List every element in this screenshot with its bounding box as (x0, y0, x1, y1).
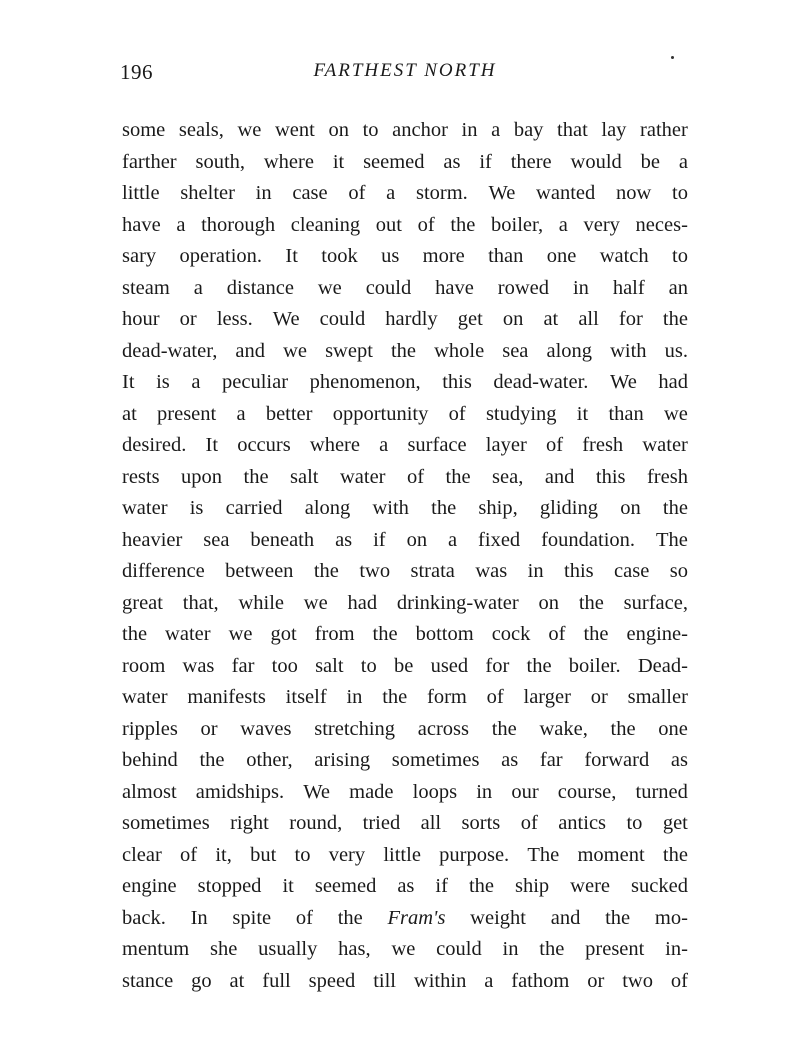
text-line: engine stopped it seemed as if the ship were sucked (122, 875, 688, 897)
text-line: sary operation. It took us more than one watch to (122, 245, 688, 267)
text-line: at present a better opportunity of studying it than we (122, 402, 688, 425)
print-speck (671, 56, 674, 59)
text-line: stance go at full speed till within a fathom or two of (122, 969, 688, 992)
text-line: dead-water, and we swept the whole sea along with us. (122, 339, 688, 362)
text-line: difference between the two strata was in this case so (122, 560, 688, 582)
text-line: heavier sea beneath as if on a fixed foundation. The (122, 528, 688, 551)
text-line: farther south, where it seemed as if there would be a (122, 150, 688, 173)
text-line: clear of it, but to very little purpose. The moment the (122, 843, 688, 866)
text-line: have a thorough cleaning out of the boiler, a very neces- (122, 213, 688, 236)
body-text (122, 115, 688, 997)
text-line: desired. It occurs where a surface layer of fresh water (122, 434, 688, 456)
text-line: rests upon the salt water of the sea, and this fresh (122, 465, 688, 488)
text-line: great that, while we had drinking-water on the surface, (122, 591, 688, 614)
text-line: ripples or waves stretching across the wake, the one (122, 717, 688, 740)
text-line: hour or less. We could hardly get on at all for the (122, 308, 688, 330)
text-line: some seals, we went on to anchor in a bay that lay rather (122, 119, 688, 141)
text-line: water is carried along with the ship, gliding on the (122, 497, 688, 519)
text-line: the water we got from the bottom cock of the engine- (122, 623, 688, 645)
text-line: mentum she usually has, we could in the present in- (122, 938, 688, 960)
text-line: room was far too salt to be used for the boiler. Dead- (122, 654, 688, 677)
text-line: water manifests itself in the form of larger or smaller (122, 686, 688, 708)
text-line: little shelter in case of a storm. We wanted now to (122, 182, 688, 204)
running-title: FARTHEST NORTH (313, 60, 497, 81)
text-line: back. In spite of the Fram's weight and the mo- (122, 906, 688, 929)
text-line: almost amidships. We made loops in our course, turned (122, 780, 688, 803)
text-line: It is a peculiar phenomenon, this dead-water. We had (122, 371, 688, 393)
text-line: behind the other, arising sometimes as far forward as (122, 749, 688, 771)
text-line: steam a distance we could have rowed in half an (122, 276, 688, 299)
text-line: sometimes right round, tried all sorts of antics to get (122, 812, 688, 834)
page-header (120, 60, 690, 90)
page-number: 196 (120, 60, 153, 84)
